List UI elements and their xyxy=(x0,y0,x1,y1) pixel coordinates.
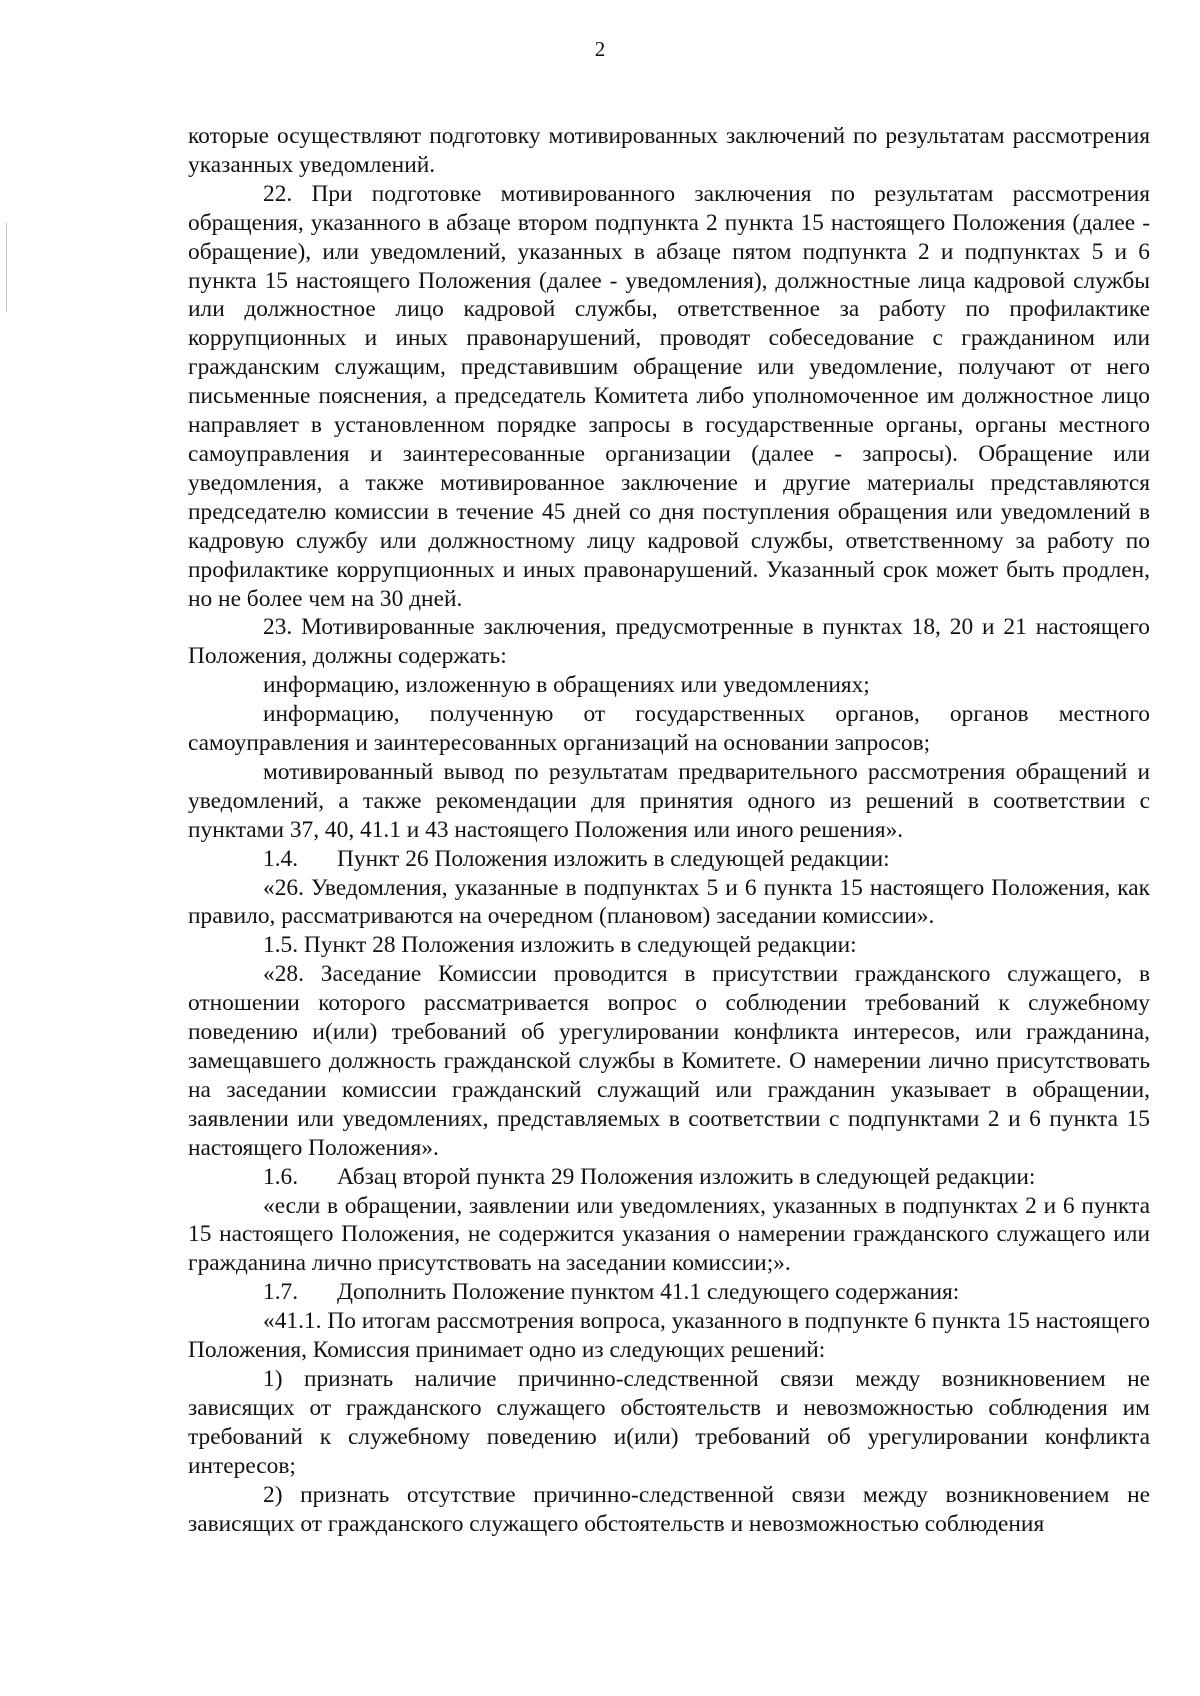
item-text: Дополнить Положение пунктом 41.1 следующего содержания: xyxy=(337,1279,960,1306)
numbered-item-1-4 xyxy=(188,845,1150,874)
paragraph-41-1-decision-2: 2) признать отсутствие причинно-следственной связи между возникновением не зависящих от гражданского служащего обстоятельств и невозможностью соблюдения xyxy=(188,1481,1150,1537)
paragraph-22: 22. При подготовке мотивированного заключения по результатам рассмотрения обращения, указанного в абзаце втором подпункта 2 пункта 15 настоящего Положения (далее - обращение), или уведомлений, указанных в абзаце пятом подпункта 2 и подпунктах 5 и 6 пункта 15 настоящего Положения (далее - уведомления), должностные лица кадровой службы или должностное лицо кадровой службы, ответственное за работу по профилактике коррупционных и иных правонарушений, проводят собеседование с гражданином или гражданским служащим, представившим обращение или уведомление, получают от него письменные пояснения, а председатель Комитета либо уполномоченное им должностное лицо направляет в установленном порядке запросы в государственные органы, органы местного самоуправления и заинтересованные организации (далее - запросы). Обращение или уведомления, а также мотивированное заключение и другие материалы представляются председателю комиссии в течение 45 дней со дня поступления обращения или уведомлений в кадровую службу или должностному лицу кадровой службы, ответственному за работу по профилактике коррупционных и иных правонарушений. Указанный срок может быть продлен, но не более чем на 30 дней. xyxy=(188,180,1150,612)
item-text: Абзац второй пункта 29 Положения изложить в следующей редакции: xyxy=(337,1163,1036,1190)
document-body xyxy=(188,122,1150,1538)
paragraph-23: 23. Мотивированные заключения, предусмотренные в пунктах 18, 20 и 21 настоящего Положения, должны содержать: xyxy=(188,614,1150,670)
paragraph-continuation: которые осуществляют подготовку мотивированных заключений по результатам рассмотрения указанных уведомлений. xyxy=(188,123,1150,178)
numbered-item-1-6 xyxy=(188,1163,1150,1192)
paragraph-41-1-decision-1: 1) признать наличие причинно-следственной связи между возникновением не зависящих от гражданского служащего обстоятельств и невозможностью соблюдения им требований к служебному поведению и(или) требований об урегулировании конфликта интересов; xyxy=(188,1365,1150,1479)
numbered-item-1-5: 1.5. Пункт 28 Положения изложить в следующей редакции: xyxy=(263,932,857,959)
numbered-item-1-7 xyxy=(188,1278,1150,1307)
paragraph-28: «28. Заседание Комиссии проводится в присутствии гражданского служащего, в отношении которого рассматривается вопрос о соблюдении требований к служебному поведению и(или) требований об урегулировании конфликта интересов, или гражданина, замещавшего должность гражданской службы в Комитете. О намерении лично присутствовать на заседании комиссии гражданский служащий или гражданин указывает в обращении, заявлении или уведомлениях, представляемых в соответствии с подпунктами 2 и 6 пункта 15 настоящего Положения». xyxy=(188,961,1150,1161)
paragraph-23-item-2: информацию, полученную от государственных органов, органов местного самоуправления и заинтересованных организаций на основании запросов; xyxy=(188,701,1150,757)
item-number: 1.7. xyxy=(263,1279,299,1306)
paragraph-23-item-1: информацию, изложенную в обращениях или уведомлениях; xyxy=(263,672,870,699)
paragraph-41-1: «41.1. По итогам рассмотрения вопроса, указанного в подпункте 6 пункта 15 настоящего Положения, Комиссия принимает одно из следующих решений: xyxy=(188,1308,1150,1364)
scan-edge-mark xyxy=(6,222,7,312)
page-number: 2 xyxy=(594,37,606,61)
paragraph-29-quote: «если в обращении, заявлении или уведомлениях, указанных в подпунктах 2 и 6 пункта 15 настоящего Положения, не содержится указания о намерении гражданского служащего или гражданина лично присутствовать на заседании комиссии;». xyxy=(188,1192,1150,1277)
paragraph-26: «26. Уведомления, указанные в подпунктах 5 и 6 пункта 15 настоящего Положения, как правило, рассматриваются на очередном (плановом) заседании комиссии». xyxy=(188,874,1150,930)
item-text: Пункт 26 Положения изложить в следующей редакции: xyxy=(337,845,890,872)
item-number: 1.6. xyxy=(263,1163,299,1190)
paragraph-23-item-3: мотивированный вывод по результатам предварительного рассмотрения обращений и уведомлений, а также рекомендации для принятия одного из решений в соответствии с пунктами 37, 40, 41.1 и 43 настоящего Положения или иного решения». xyxy=(188,758,1150,843)
item-number: 1.4. xyxy=(263,845,299,872)
